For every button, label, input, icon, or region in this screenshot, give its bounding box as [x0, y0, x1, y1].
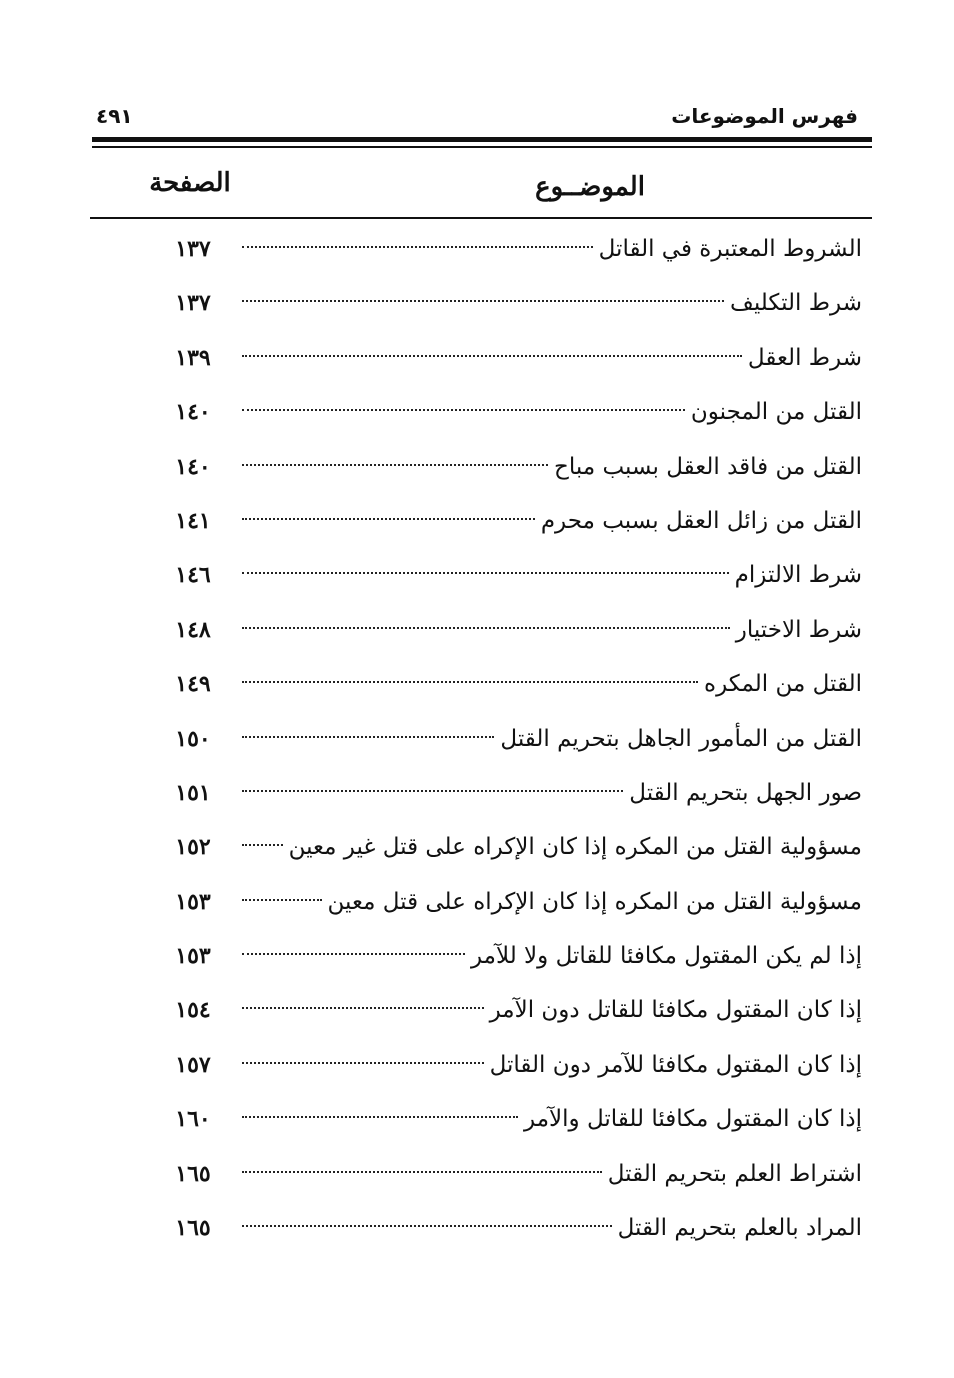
toc-entry-title: القتل من المأمور الجاهل بتحريم القتل: [500, 725, 862, 752]
toc-entry-title: الشروط المعتبرة في القاتل: [598, 236, 862, 262]
toc-entry: [150, 331, 862, 385]
toc-entry: [150, 657, 862, 711]
dot-leader: [242, 627, 730, 629]
toc-entry-page: ١٥٢: [175, 834, 211, 861]
toc-entry-title: القتل من المجنون: [690, 399, 862, 426]
dot-leader: [242, 1116, 518, 1118]
toc-entry: [150, 385, 862, 439]
toc-list: [150, 222, 862, 1255]
dot-leader: [242, 844, 283, 846]
toc-entry-page: ١٦٥: [175, 1160, 211, 1187]
toc-entry-page: ١٣٩: [175, 344, 211, 371]
dot-leader: [242, 246, 593, 248]
dot-leader: [242, 409, 685, 411]
toc-entry-page: ١٥٧: [175, 1051, 211, 1078]
dot-leader: [242, 790, 623, 792]
dot-leader: [242, 953, 465, 955]
dot-leader: [242, 1171, 602, 1173]
toc-entry-title: المراد بالعلم بتحريم القتل: [617, 1215, 862, 1242]
toc-entry: [150, 983, 862, 1037]
toc-entry-title: إذا كان المقتول مكافئا للقاتل دون الآمر: [489, 997, 862, 1024]
dot-leader: [242, 899, 322, 901]
topic-column-header: الموضــوع: [535, 172, 645, 202]
toc-entry-title: مسؤولية القتل من المكره إذا كان الإكراه على قتل معين: [327, 888, 862, 915]
toc-entry-page: ١٥٠: [175, 725, 211, 752]
dot-leader: [242, 1007, 484, 1009]
toc-entry-title: شرط التكليف: [730, 290, 862, 317]
toc-entry: [150, 1038, 862, 1092]
toc-entry: [150, 440, 862, 494]
toc-entry-page: ١٤٠: [175, 399, 211, 426]
toc-entry-title: صور الجهل بتحريم القتل: [629, 779, 862, 806]
toc-entry-title: شرط الالتزام: [734, 562, 862, 589]
dot-leader: [242, 1062, 484, 1064]
toc-entry-page: ١٦٠: [175, 1106, 211, 1133]
toc-entry-page: ١٣٧: [175, 236, 211, 262]
running-title: فهرس الموضوعات: [671, 104, 858, 128]
header-rule-thin: [92, 146, 872, 148]
toc-entry: [150, 929, 862, 983]
toc-entry: [150, 276, 862, 330]
toc-entry: [150, 875, 862, 929]
toc-entry: [150, 1092, 862, 1146]
toc-entry-title: إذا لم يكن المقتول مكافئا للقاتل ولا للآمر: [470, 943, 862, 970]
toc-entry-page: ١٥١: [175, 779, 211, 806]
toc-entry: [150, 548, 862, 602]
toc-entry: [150, 766, 862, 820]
toc-entry-title: إذا كان المقتول مكافئا للقاتل والآمر: [524, 1106, 862, 1133]
dot-leader: [242, 1225, 612, 1227]
dot-leader: [242, 518, 535, 520]
toc-entry-title: القتل من المكره: [704, 671, 862, 698]
toc-entry-page: ١٤٠: [175, 453, 211, 480]
toc-entry-title: القتل من فاقد العقل بسبب مباح: [554, 453, 862, 480]
toc-entry-title: القتل من زائل العقل بسبب محرم: [540, 507, 862, 534]
toc-entry: [150, 603, 862, 657]
toc-entry-title: مسؤولية القتل من المكره إذا كان الإكراه على قتل غير معين: [288, 834, 862, 861]
toc-entry-page: ١٥٤: [175, 997, 211, 1024]
column-header-rule: [90, 217, 872, 219]
toc-entry-title: شرط الاختيار: [735, 616, 862, 643]
running-header: [92, 100, 872, 140]
toc-entry-title: شرط العقل: [747, 344, 862, 371]
toc-entry-page: ١٤٩: [175, 671, 211, 698]
toc-entry: [150, 222, 862, 276]
toc-entry: [150, 712, 862, 766]
toc-entry-page: ١٤١: [175, 507, 211, 534]
toc-entry-title: إذا كان المقتول مكافئا للآمر دون القاتل: [489, 1051, 862, 1078]
dot-leader: [242, 300, 724, 302]
header-rule-thick: [92, 137, 872, 142]
dot-leader: [242, 572, 729, 574]
toc-entry: [150, 1147, 862, 1201]
toc-entry: [150, 494, 862, 548]
dot-leader: [242, 681, 698, 683]
toc-entry-page: ١٥٣: [175, 888, 211, 915]
column-headers: [90, 166, 872, 212]
toc-entry-page: ١٤٨: [175, 616, 211, 643]
page-number: ٤٩١: [96, 104, 133, 128]
toc-entry-page: ١٦٥: [175, 1215, 211, 1242]
dot-leader: [242, 736, 494, 738]
toc-entry: [150, 1201, 862, 1255]
dot-leader: [242, 464, 548, 466]
toc-entry: [150, 820, 862, 874]
page-column-header: الصفحة: [149, 168, 231, 198]
toc-entry-page: ١٤٦: [175, 562, 211, 589]
toc-entry-page: ١٣٧: [175, 290, 211, 317]
dot-leader: [242, 355, 742, 357]
toc-entry-title: اشتراط العلم بتحريم القتل: [607, 1160, 862, 1187]
toc-entry-page: ١٥٣: [175, 943, 211, 970]
